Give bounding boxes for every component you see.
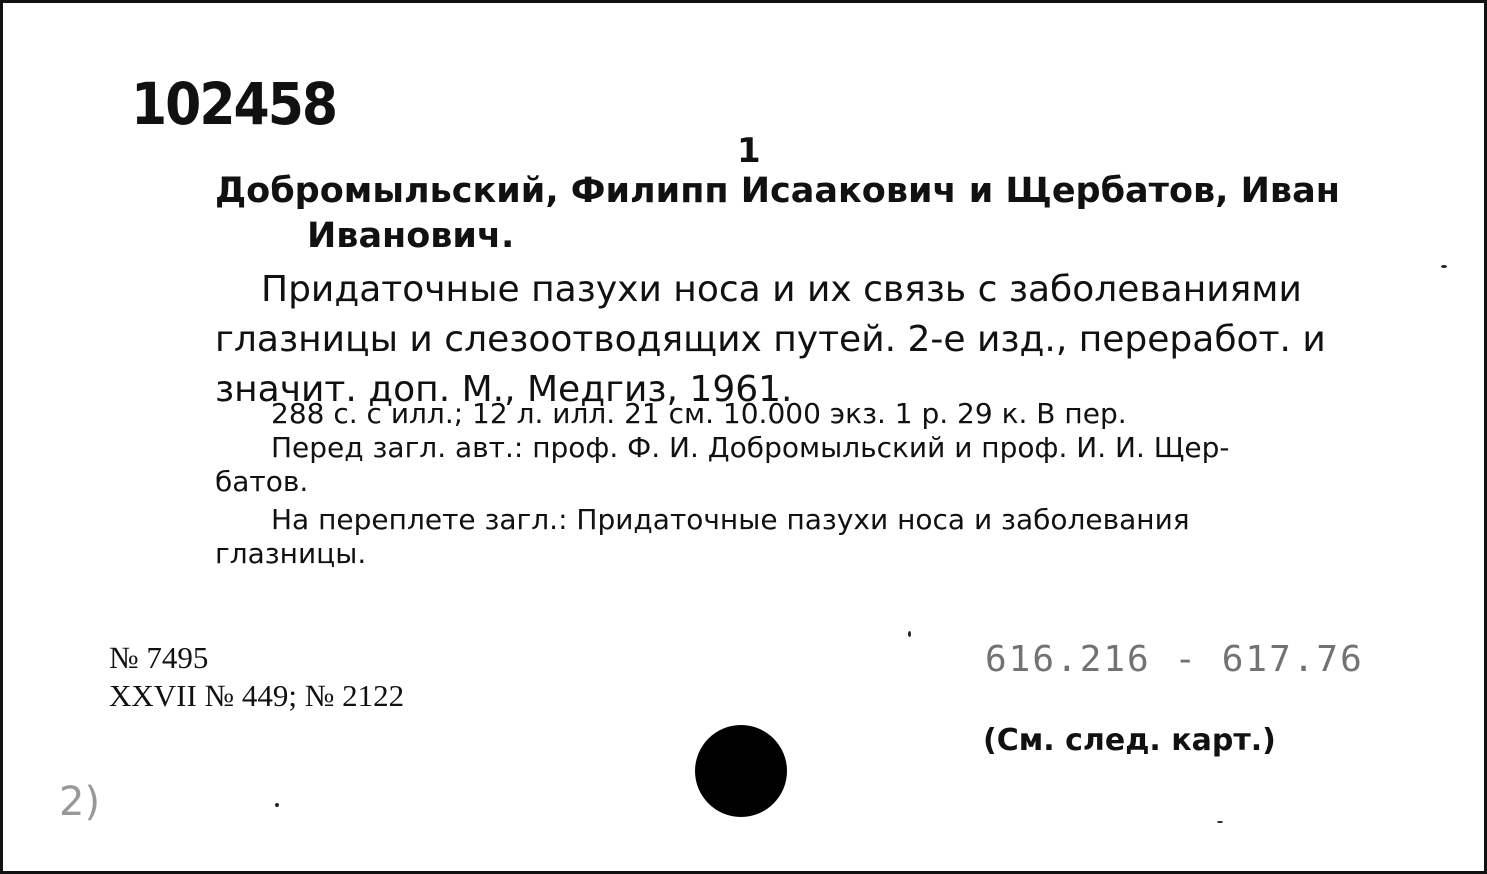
inventory-number: 102458: [131, 71, 337, 139]
title-block: [215, 265, 1385, 415]
record-number: № 7495: [109, 640, 209, 675]
card-sequence-number: 1: [737, 131, 761, 171]
note-author-line: батов.: [215, 465, 309, 498]
author-heading: [215, 169, 1385, 259]
speck-mark: [1217, 821, 1223, 823]
author-line-1: Добромыльский, Филипп Исаакович и Щербатов, Иван: [215, 171, 1340, 211]
note-binding-line: На переплете загл.: Придаточные пазухи носа и заболевания: [271, 503, 1190, 536]
speck-mark: [1441, 265, 1447, 268]
title-line: глазницы и слезоотводящих путей. 2-е изд., переработ. и: [215, 319, 1326, 360]
handwritten-mark: 2): [59, 779, 101, 825]
physical-description: 288 с. с илл.; 12 л. илл. 21 см. 10.000 экз. 1 р. 29 к. В пер.: [271, 397, 1127, 430]
title-line: Придаточные пазухи носа и их связь с заболеваниями: [261, 269, 1302, 310]
speck-mark: [908, 631, 911, 637]
note-author-line: Перед загл. авт.: проф. Ф. И. Добромыльский и проф. И. И. Щер-: [271, 431, 1230, 464]
author-line-2: Иванович.: [307, 216, 515, 256]
classification-code: 616.216 - 617.76: [985, 639, 1364, 680]
punch-hole: [695, 725, 787, 817]
title-line: значит. доп. М., Медгиз, 1961.: [215, 369, 793, 410]
registry-number: XXVII № 449; № 2122: [109, 678, 405, 713]
record-numbers: [109, 639, 404, 715]
note-binding-line: глазницы.: [215, 537, 367, 570]
details-block: [215, 397, 1387, 571]
speck-mark: [275, 803, 279, 807]
continuation-note: (См. след. карт.): [983, 723, 1276, 758]
